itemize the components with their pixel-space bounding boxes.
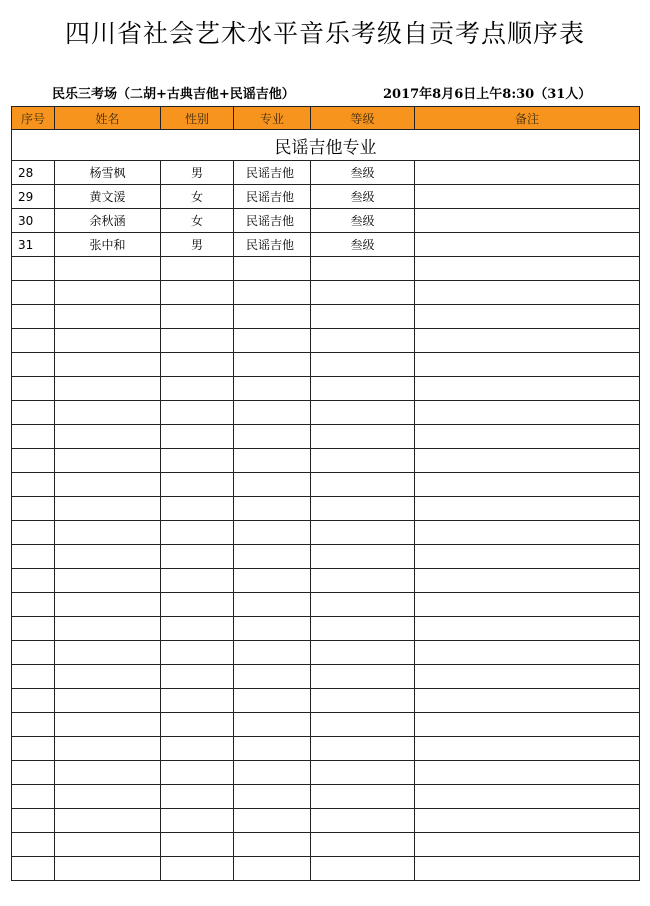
cell-level	[311, 401, 415, 425]
cell-level	[311, 809, 415, 833]
header-note: 备注	[415, 107, 640, 130]
cell-no	[12, 761, 55, 785]
header-name: 姓名	[55, 107, 161, 130]
cell-major	[234, 305, 311, 329]
cell-major	[234, 809, 311, 833]
cell-major	[234, 281, 311, 305]
cell-note	[415, 185, 640, 209]
cell-note	[415, 401, 640, 425]
cell-level	[311, 497, 415, 521]
table-row	[12, 233, 640, 257]
cell-name	[55, 545, 161, 569]
cell-gender: 男	[161, 161, 234, 185]
cell-no	[12, 857, 55, 881]
header-gender: 性别	[161, 107, 234, 130]
cell-major	[234, 641, 311, 665]
cell-gender	[161, 809, 234, 833]
table-row	[12, 569, 640, 593]
table-row	[12, 257, 640, 281]
cell-gender	[161, 497, 234, 521]
cell-name	[55, 665, 161, 689]
cell-no	[12, 785, 55, 809]
cell-no	[12, 305, 55, 329]
cell-gender	[161, 377, 234, 401]
cell-major	[234, 665, 311, 689]
cell-note	[415, 569, 640, 593]
cell-name	[55, 569, 161, 593]
table-row	[12, 329, 640, 353]
table-row	[12, 497, 640, 521]
cell-gender	[161, 353, 234, 377]
cell-major: 民谣吉他	[234, 161, 311, 185]
table-row	[12, 857, 640, 881]
cell-level	[311, 737, 415, 761]
cell-major	[234, 353, 311, 377]
cell-name	[55, 473, 161, 497]
cell-note	[415, 833, 640, 857]
cell-no: 31	[12, 233, 55, 257]
cell-no	[12, 401, 55, 425]
cell-note	[415, 353, 640, 377]
venue-label: 民乐三考场（二胡+古典吉他+民谣吉他）	[52, 87, 295, 102]
cell-major	[234, 257, 311, 281]
cell-no	[12, 521, 55, 545]
cell-note	[415, 473, 640, 497]
cell-note	[415, 593, 640, 617]
header-major: 专业	[234, 107, 311, 130]
cell-gender	[161, 281, 234, 305]
cell-note	[415, 281, 640, 305]
cell-gender	[161, 593, 234, 617]
table-row	[12, 473, 640, 497]
cell-note	[415, 713, 640, 737]
cell-gender: 女	[161, 209, 234, 233]
cell-gender	[161, 569, 234, 593]
cell-name	[55, 281, 161, 305]
cell-note	[415, 161, 640, 185]
cell-gender	[161, 641, 234, 665]
table-row	[12, 617, 640, 641]
cell-level	[311, 521, 415, 545]
table-row	[12, 737, 640, 761]
cell-name	[55, 761, 161, 785]
cell-level	[311, 617, 415, 641]
cell-name: 杨雪枫	[55, 161, 161, 185]
cell-no	[12, 569, 55, 593]
cell-gender	[161, 665, 234, 689]
table-row	[12, 641, 640, 665]
cell-gender	[161, 449, 234, 473]
cell-level	[311, 353, 415, 377]
cell-level	[311, 569, 415, 593]
cell-gender	[161, 713, 234, 737]
cell-note	[415, 641, 640, 665]
cell-note	[415, 809, 640, 833]
table-row	[12, 761, 640, 785]
cell-note	[415, 665, 640, 689]
cell-name	[55, 593, 161, 617]
cell-name	[55, 833, 161, 857]
cell-gender	[161, 545, 234, 569]
cell-note	[415, 737, 640, 761]
cell-no	[12, 281, 55, 305]
cell-no	[12, 665, 55, 689]
table-row	[12, 593, 640, 617]
cell-name	[55, 449, 161, 473]
cell-name	[55, 353, 161, 377]
cell-major	[234, 737, 311, 761]
table-row	[12, 449, 640, 473]
cell-level	[311, 761, 415, 785]
cell-no	[12, 329, 55, 353]
cell-level	[311, 377, 415, 401]
cell-level: 叁级	[311, 185, 415, 209]
cell-gender	[161, 521, 234, 545]
cell-note	[415, 449, 640, 473]
cell-name	[55, 689, 161, 713]
cell-gender: 女	[161, 185, 234, 209]
cell-major	[234, 497, 311, 521]
cell-note	[415, 521, 640, 545]
cell-major	[234, 425, 311, 449]
cell-name: 黄文湲	[55, 185, 161, 209]
cell-note	[415, 305, 640, 329]
table-row	[12, 281, 640, 305]
cell-name	[55, 401, 161, 425]
cell-major	[234, 713, 311, 737]
cell-major	[234, 689, 311, 713]
cell-major	[234, 545, 311, 569]
table-row	[12, 809, 640, 833]
cell-note	[415, 209, 640, 233]
cell-gender	[161, 617, 234, 641]
cell-no	[12, 425, 55, 449]
cell-level: 叁级	[311, 161, 415, 185]
cell-level	[311, 473, 415, 497]
cell-major	[234, 521, 311, 545]
table-row	[12, 161, 640, 185]
cell-note	[415, 257, 640, 281]
cell-name: 张中和	[55, 233, 161, 257]
cell-no	[12, 497, 55, 521]
cell-major	[234, 569, 311, 593]
cell-major	[234, 785, 311, 809]
cell-name	[55, 425, 161, 449]
cell-major	[234, 401, 311, 425]
cell-no	[12, 617, 55, 641]
cell-major	[234, 617, 311, 641]
cell-gender	[161, 689, 234, 713]
cell-level	[311, 593, 415, 617]
cell-level	[311, 833, 415, 857]
cell-level: 叁级	[311, 233, 415, 257]
cell-no	[12, 257, 55, 281]
cell-major	[234, 833, 311, 857]
cell-gender	[161, 737, 234, 761]
cell-level	[311, 665, 415, 689]
cell-note	[415, 233, 640, 257]
cell-level	[311, 689, 415, 713]
cell-name	[55, 521, 161, 545]
table-row	[12, 377, 640, 401]
table-row	[12, 665, 640, 689]
cell-no: 30	[12, 209, 55, 233]
cell-gender	[161, 329, 234, 353]
cell-note	[415, 761, 640, 785]
cell-gender: 男	[161, 233, 234, 257]
cell-gender	[161, 305, 234, 329]
table-header-row	[12, 107, 640, 130]
cell-name	[55, 785, 161, 809]
section-title: 民谣吉他专业	[12, 130, 640, 161]
table-row	[12, 833, 640, 857]
cell-note	[415, 857, 640, 881]
cell-no	[12, 449, 55, 473]
schedule-label: 2017年8月6日上午8:30（31人）	[383, 87, 592, 102]
cell-level	[311, 785, 415, 809]
header-no: 序号	[12, 107, 55, 130]
cell-level	[311, 425, 415, 449]
cell-name	[55, 617, 161, 641]
cell-note	[415, 329, 640, 353]
cell-gender	[161, 761, 234, 785]
table-row	[12, 185, 640, 209]
cell-name	[55, 857, 161, 881]
cell-note	[415, 617, 640, 641]
cell-no	[12, 545, 55, 569]
cell-major: 民谣吉他	[234, 209, 311, 233]
cell-no	[12, 689, 55, 713]
cell-gender	[161, 857, 234, 881]
table-row	[12, 425, 640, 449]
cell-major	[234, 473, 311, 497]
cell-name	[55, 329, 161, 353]
cell-no	[12, 833, 55, 857]
cell-no	[12, 809, 55, 833]
cell-name	[55, 809, 161, 833]
cell-name	[55, 497, 161, 521]
cell-level	[311, 713, 415, 737]
cell-name	[55, 737, 161, 761]
header-level: 等级	[311, 107, 415, 130]
cell-major: 民谣吉他	[234, 185, 311, 209]
table-row	[12, 785, 640, 809]
cell-name: 余秋涵	[55, 209, 161, 233]
table-row	[12, 689, 640, 713]
cell-level	[311, 305, 415, 329]
table-row	[12, 713, 640, 737]
cell-no	[12, 737, 55, 761]
cell-gender	[161, 425, 234, 449]
table-row	[12, 209, 640, 233]
cell-no	[12, 593, 55, 617]
cell-note	[415, 497, 640, 521]
cell-note	[415, 425, 640, 449]
cell-note	[415, 377, 640, 401]
cell-no: 28	[12, 161, 55, 185]
cell-no	[12, 713, 55, 737]
cell-major	[234, 329, 311, 353]
section-row	[12, 130, 640, 161]
cell-note	[415, 545, 640, 569]
cell-level	[311, 449, 415, 473]
cell-major	[234, 593, 311, 617]
cell-gender	[161, 785, 234, 809]
cell-gender	[161, 473, 234, 497]
cell-name	[55, 257, 161, 281]
cell-gender	[161, 257, 234, 281]
cell-no	[12, 473, 55, 497]
table-row	[12, 521, 640, 545]
cell-name	[55, 641, 161, 665]
cell-level	[311, 545, 415, 569]
cell-level	[311, 857, 415, 881]
cell-name	[55, 305, 161, 329]
cell-level	[311, 329, 415, 353]
cell-gender	[161, 833, 234, 857]
cell-major	[234, 377, 311, 401]
schedule-table	[11, 106, 640, 881]
cell-level: 叁级	[311, 209, 415, 233]
cell-level	[311, 257, 415, 281]
cell-no: 29	[12, 185, 55, 209]
cell-no	[12, 377, 55, 401]
cell-major: 民谣吉他	[234, 233, 311, 257]
cell-major	[234, 449, 311, 473]
cell-no	[12, 353, 55, 377]
cell-note	[415, 689, 640, 713]
cell-name	[55, 377, 161, 401]
table-row	[12, 401, 640, 425]
table-row	[12, 353, 640, 377]
cell-note	[415, 785, 640, 809]
cell-major	[234, 761, 311, 785]
cell-level	[311, 281, 415, 305]
cell-major	[234, 857, 311, 881]
table-row	[12, 305, 640, 329]
cell-no	[12, 641, 55, 665]
table-row	[12, 545, 640, 569]
page-title: 四川省社会艺术水平音乐考级自贡考点顺序表	[64, 19, 585, 48]
cell-gender	[161, 401, 234, 425]
cell-name	[55, 713, 161, 737]
cell-level	[311, 641, 415, 665]
